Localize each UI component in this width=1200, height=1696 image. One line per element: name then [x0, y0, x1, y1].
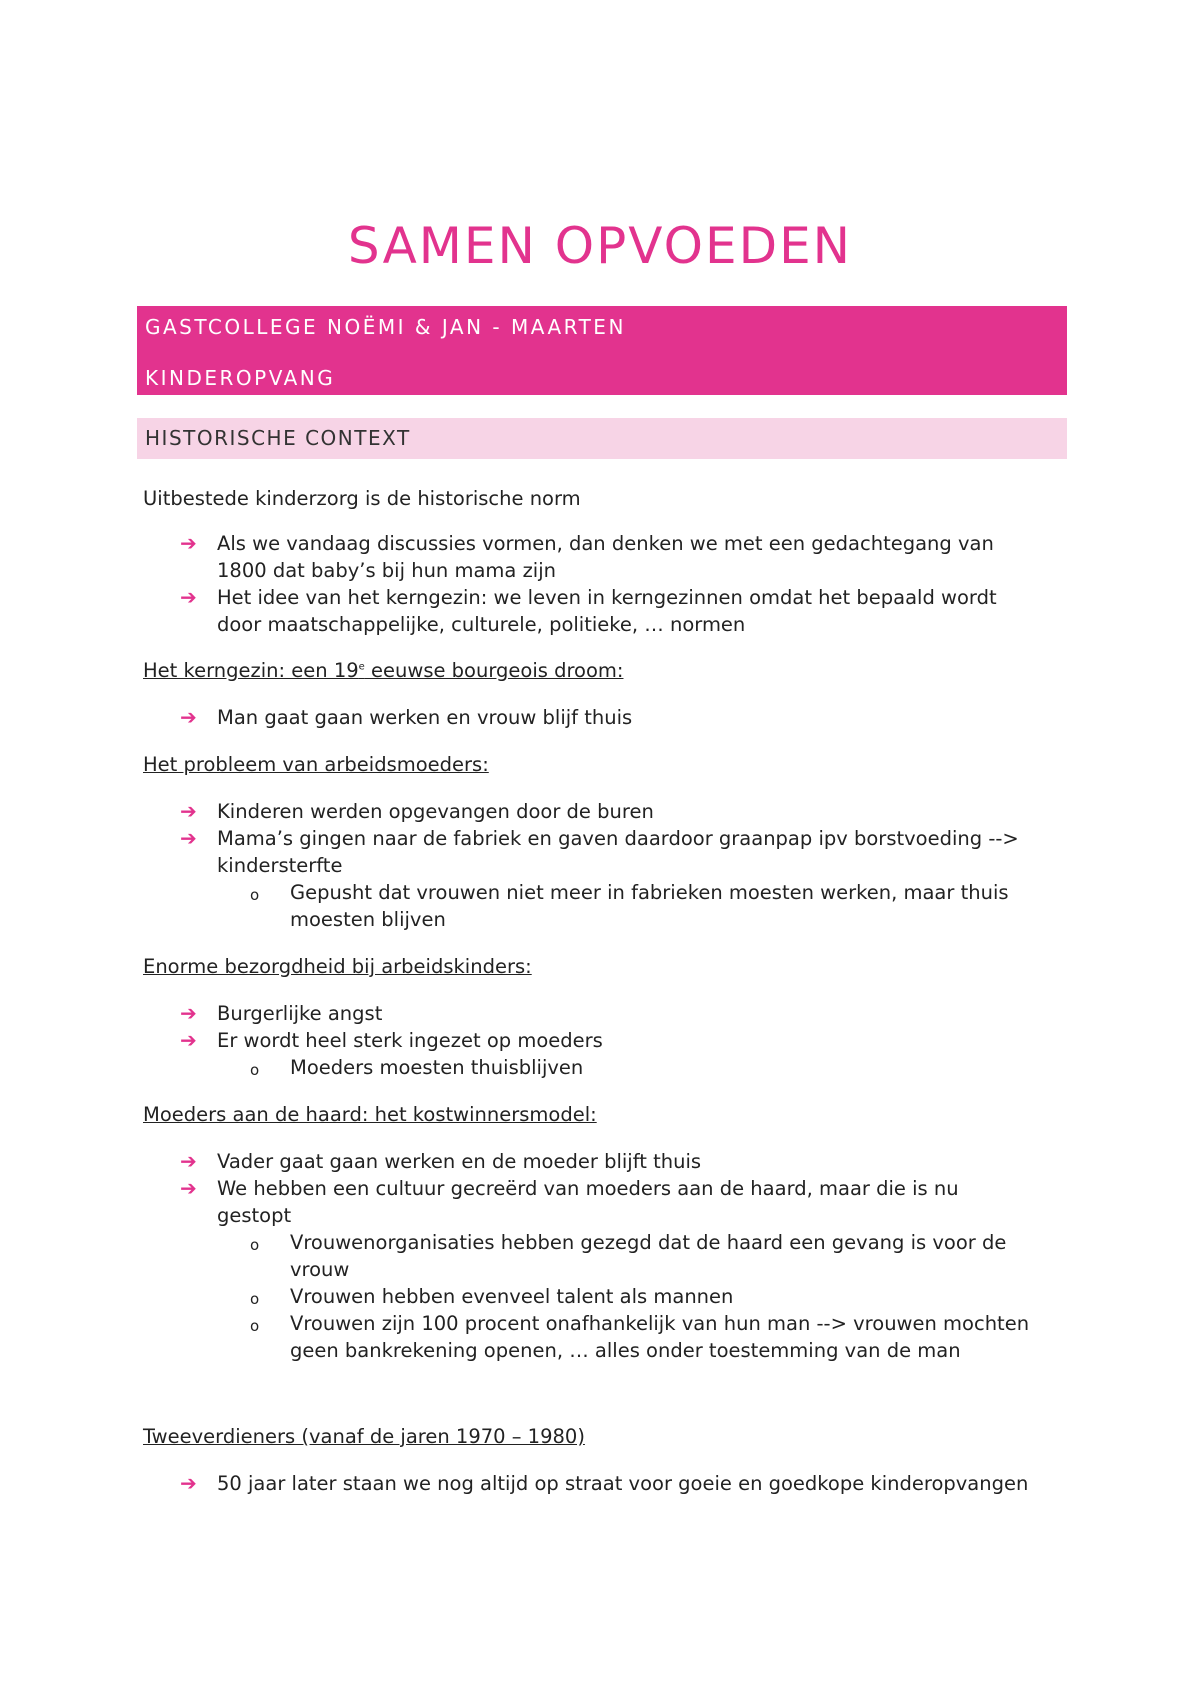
- banner-line-2: KINDEROPVANG: [145, 366, 336, 390]
- document-title: SAMEN OPVOEDEN: [347, 217, 853, 275]
- list-item-continuation: door maatschappelijke, culturele, politieke, … normen: [217, 613, 746, 636]
- list-item: Er wordt heel sterk ingezet op moeders: [217, 1029, 603, 1052]
- sub-list-item: Vrouwenorganisaties hebben gezegd dat de haard een gevang is voor de: [290, 1231, 1007, 1254]
- list-item: Het idee van het kerngezin: we leven in kerngezinnen omdat het bepaald wordt: [217, 586, 997, 609]
- sub-list-item-continuation: moesten blijven: [290, 908, 446, 931]
- subheading-tweeverdieners: Tweeverdieners (vanaf de jaren 1970 – 1980): [143, 1425, 585, 1448]
- section-heading: [137, 418, 1067, 459]
- list-item: Vader gaat gaan werken en de moeder blijft thuis: [217, 1150, 702, 1173]
- sub-list-item: Moeders moesten thuisblijven: [290, 1056, 584, 1079]
- sub-list-item-continuation: vrouw: [290, 1258, 350, 1281]
- subheading-arbeidsmoeders: Het probleem van arbeidsmoeders:: [143, 753, 489, 776]
- arrow-bullet-icon: ➔: [180, 705, 197, 729]
- list-item: Burgerlijke angst: [217, 1002, 383, 1025]
- arrow-bullet-icon: ➔: [180, 826, 197, 850]
- list-item: Als we vandaag discussies vormen, dan denken we met een gedachtegang van: [217, 532, 994, 555]
- section-heading-text: HISTORISCHE CONTEXT: [145, 426, 411, 450]
- list-item-continuation: kindersterfte: [217, 854, 343, 877]
- arrow-bullet-icon: ➔: [180, 1471, 197, 1495]
- sub-list-item-continuation: geen bankrekening openen, … alles onder toestemming van de man: [290, 1339, 961, 1362]
- arrow-bullet-icon: ➔: [180, 585, 197, 609]
- sub-list-item: Vrouwen zijn 100 procent onafhankelijk van hun man --> vrouwen mochten: [290, 1312, 1030, 1335]
- list-item-continuation: gestopt: [217, 1204, 292, 1227]
- arrow-bullet-icon: ➔: [180, 1001, 197, 1025]
- circle-bullet-icon: o: [250, 886, 260, 904]
- list-item: 50 jaar later staan we nog altijd op straat voor goeie en goedkope kinderopvangen: [217, 1472, 1029, 1495]
- arrow-bullet-icon: ➔: [180, 1176, 197, 1200]
- subheading-kerngezin: Het kerngezin: een 19e eeuwse bourgeois droom:: [143, 659, 624, 682]
- banner-line-1: GASTCOLLEGE NOËMI & JAN - MAARTEN: [145, 315, 626, 339]
- sub-list-item: Vrouwen hebben evenveel talent als mannen: [290, 1285, 734, 1308]
- list-item-continuation: 1800 dat baby’s bij hun mama zijn: [217, 559, 557, 582]
- list-item: Man gaat gaan werken en vrouw blijf thuis: [217, 706, 633, 729]
- arrow-bullet-icon: ➔: [180, 1149, 197, 1173]
- circle-bullet-icon: o: [250, 1236, 260, 1254]
- list-item: Kinderen werden opgevangen door de buren: [217, 800, 654, 823]
- arrow-bullet-icon: ➔: [180, 1028, 197, 1052]
- sub-list-item: Gepusht dat vrouwen niet meer in fabrieken moesten werken, maar thuis: [290, 881, 1009, 904]
- list-item: Mama’s gingen naar de fabriek en gaven daardoor graanpap ipv borstvoeding -->: [217, 827, 1019, 850]
- subheading-bezorgdheid: Enorme bezorgdheid bij arbeidskinders:: [143, 955, 532, 978]
- circle-bullet-icon: o: [250, 1317, 260, 1335]
- arrow-bullet-icon: ➔: [180, 799, 197, 823]
- subheading-haard: Moeders aan de haard: het kostwinnersmodel:: [143, 1103, 597, 1126]
- circle-bullet-icon: o: [250, 1061, 260, 1079]
- banner-heading: [137, 306, 1067, 395]
- circle-bullet-icon: o: [250, 1290, 260, 1308]
- arrow-bullet-icon: ➔: [180, 531, 197, 555]
- intro-paragraph: Uitbestede kinderzorg is de historische norm: [143, 487, 581, 510]
- list-item: We hebben een cultuur gecreërd van moeders aan de haard, maar die is nu: [217, 1177, 959, 1200]
